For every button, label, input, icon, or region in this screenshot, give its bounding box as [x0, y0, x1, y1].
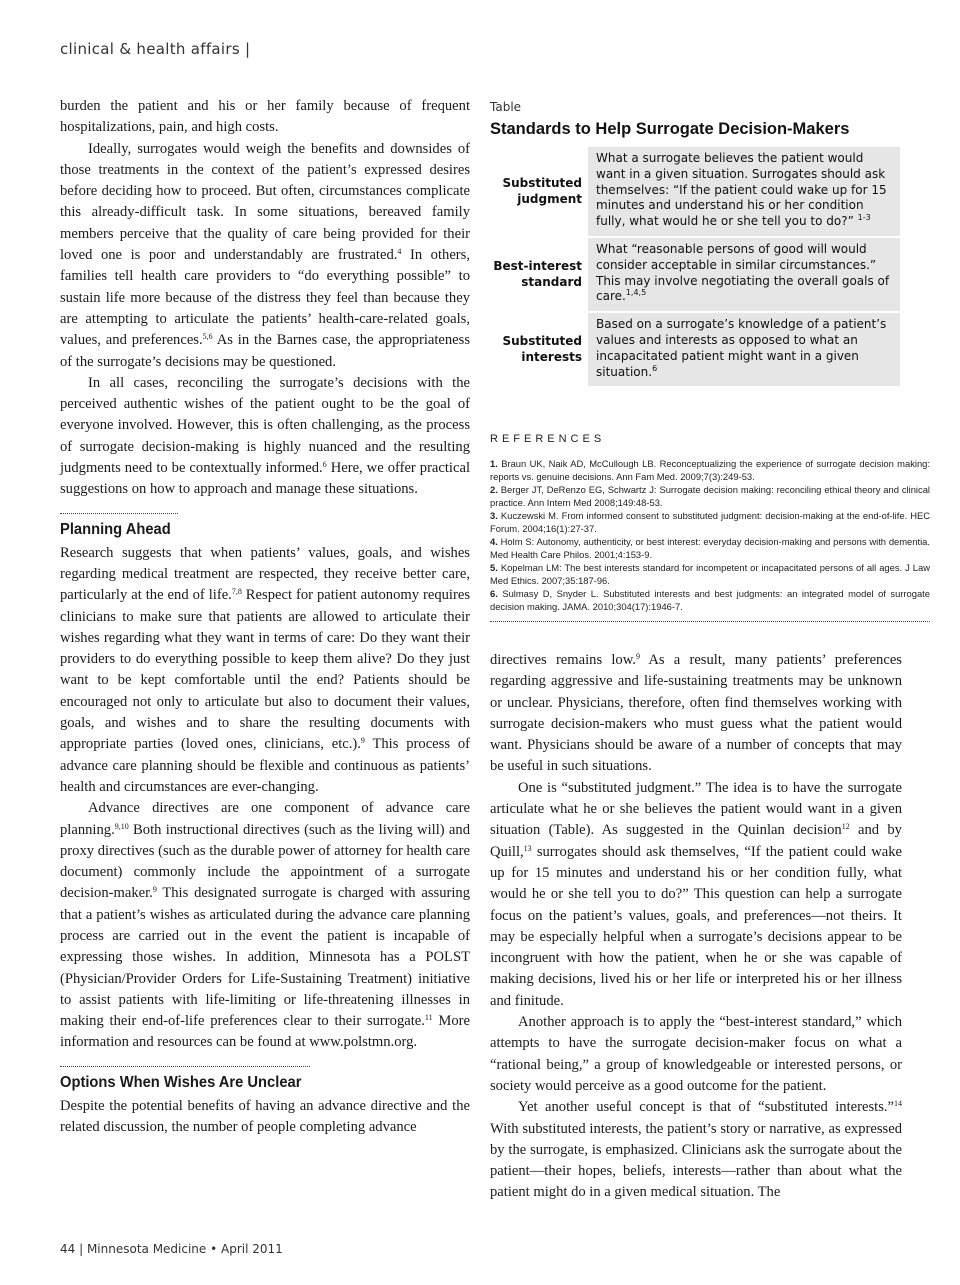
reference-item: 2. Berger JT, DeRenzo EG, Schwartz J: Surrogate decision making: reconciling ethical theory and clinical practice. Ann Intern Med 2008;149:48-53. [490, 484, 930, 508]
paragraph: burden the patient and his or her family because of frequent hospitalizations, pain, and high costs. [60, 98, 470, 136]
section-divider [60, 1066, 310, 1067]
citation: 9,10 [114, 821, 129, 831]
table-term: Best-interest standard [493, 258, 582, 289]
citation: 4 [397, 247, 402, 257]
running-header: clinical & health affairs | [60, 40, 251, 58]
table-term: Substituted interests [502, 333, 582, 364]
paragraph: Advance directives are one component of advance care planning.$^{9,10}$ Both instructional directives (such as the living will) and proxy directives (such as the durable power of attorney for health care document) commonly include the appointment of a surrogate decision-maker.$^9$ This designated surrogate is charged with assuring that a patient’s wishes as articulated during the advance care planning process are carried out in the event the patient is incapable of expressing those wishes. In addition, Minnesota has a POLST (Physician/Provider Orders for Life-Sustaining Treatment) initiative to assist patients with life-limiting or life-threatening illnesses in making their end-of-life preferences clear to their surrogate.$^{11}$ More information and resources can be found at www.polstmn.org. [60, 800, 470, 1051]
citation: 1,4,5 [625, 288, 647, 298]
page-footer: 44 | Minnesota Medicine • April 2011 [60, 1242, 283, 1256]
table-definition: What a surrogate believes the patient would want in a given situation. Surrogates should ask themselves: “If the patient could wake up for 15 minutes and understand his or her condition fully, what would he or she tell you to do?” $^{1-3}$ [588, 147, 900, 237]
paragraph: Yet another useful concept is that of “substituted interests.”$^{14}$ With substituted interests, the patient’s story or narrative, as expressed by the surrogate, is emphasized. Clinicians ask the surrogate about the patient—their hopes, beliefs, interests—rather than about what the patient might do in a given medical situation. The [490, 1099, 902, 1201]
reference-item: 5. Kopelman LM: The best interests standard for incompetent or incapacitated persons of all ages. J Law Med Ethics. 2007;35:187-96. [490, 562, 930, 586]
citation: 11 [424, 1013, 433, 1023]
reference-item: 1. Braun UK, Naik AD, McCullough LB. Reconceptualizing the experience of surrogate decision making: reports vs. genuine decisions. Ann Fam Med. 2009;7(3):249-53. [490, 458, 931, 482]
citation: 13 [523, 843, 532, 853]
standards-table-block [490, 100, 900, 388]
citation: 6 [652, 363, 658, 373]
citation: 1-3 [857, 213, 871, 223]
paragraph: One is “substituted judgment.” The idea is to have the surrogate articulate what he or she believes the patient would want in a given situation (Table). As suggested in the Quinlan decision$^{12}$ and by Quill,$^{13}$ surrogates should ask themselves, “If the patient could wake up for 15 minutes and understand his or her condition fully, what would he or she tell you to do?” This question can help a surrogate focus on the patient’s values, goals, and preferences—not theirs. It may be especially helpful when a surrogate’s decisions appear to be incongruent with how the patient, when he or she was capable of making decisions, lived his or her life or interpreted his or her illness and finitude. [490, 779, 902, 1009]
citation: 5,6 [202, 332, 213, 342]
table-row [490, 147, 900, 237]
section-heading-options: Options When Wishes Are Unclear [60, 1073, 302, 1091]
reference-item: 3. Kuczewski M. From informed consent to substituted judgment: decision-making at the end-of-life. HEC Forum. 2004;16(1):27-37. [490, 510, 930, 534]
left-column [60, 96, 470, 1138]
citation: 9 [360, 736, 365, 746]
paragraph: directives remains low.$^9$ As a result, many patients’ preferences regarding aggressive and life-sustaining treatments may be unknown or unclear. Physicians, therefore, often find themselves working with surrogate decision-makers who must guess what the patient would want. Physicians should be aware of a number of concepts that may be useful in such situations. [490, 652, 902, 775]
section-heading-planning-ahead: Planning Ahead [60, 520, 171, 538]
table-term: Substituted judgment [502, 176, 582, 206]
table-definition: What “reasonable persons of good will would consider acceptable in similar circumstances.” This may involve negotiating the overall goals of care.$^{1,4,5}$ [588, 237, 900, 312]
table-row [490, 237, 900, 312]
paragraph: Despite the potential benefits of having an advance directive and the related discussion, the number of people completing advance [60, 1097, 470, 1136]
citation: 12 [841, 822, 850, 832]
citation: 14 [894, 1099, 902, 1109]
paragraph: In all cases, reconciling the surrogate’s decisions with the perceived authentic wishes of the patient ought to be the goal of everyone involved. However, this is often challenging, as the process of surrogate decision-making is highly nuanced and the resulting judgments need to be contextually informed.$^6$ Here, we offer practical suggestions on how to approach and manage these situations. [60, 374, 470, 498]
paragraph: Another approach is to apply the “best-interest standard,” which attempts to have the surrogate decision-maker focus on what a “rational being,” a group of knowledgeable or interested persons, or society would perceive as a good outcome for the patient. [490, 1014, 902, 1094]
standards-table [490, 147, 900, 388]
section-divider [60, 513, 178, 514]
citation: 6 [322, 460, 327, 470]
references-heading: REFERENCES [490, 433, 606, 445]
table-definition: Based on a surrogate’s knowledge of a patient’s values and interests as opposed to what an incapacitated patient might want in a given situation.$^6$ [588, 312, 900, 387]
reference-item: 6. Sulmasy D, Snyder L. Substituted interests and best judgments: an integrated model of surrogate decision making. JAMA. 2010;304(17):1946-7. [490, 588, 930, 612]
citation: 7,8 [231, 587, 242, 597]
citation: 9 [152, 885, 157, 895]
right-column-body [490, 650, 902, 1204]
reference-item: 4. Holm S: Autonomy, authenticity, or best interest: everyday decision-making and persons with dementia. Med Health Care Philos. 2001;4:153-9. [490, 536, 930, 560]
citation: 9 [635, 652, 640, 661]
references-divider [490, 621, 930, 622]
paragraph: Ideally, surrogates would weigh the benefits and downsides of those treatments in the context of the patient’s expressed desires before deciding how to proceed. But often, circumstances complicate this already-difficult task. In some situations, bereaved family members perceive that the quality of care being provided for their loved one is poor and understandably are frustrated.$^4$ In others, families tell health care providers to “do everything possible” to sustain life more because of the distress they feel than because they are attempting to articulate the patients’ health-care-related goals, values, and preferences.$^{5,6}$ As in the Barnes case, the appropriateness of the surrogate’s decisions may be questioned. [60, 140, 471, 370]
table-title: Standards to Help Surrogate Decision-Makers [490, 120, 850, 138]
table-label: Table [490, 100, 522, 114]
table-row [490, 312, 900, 387]
paragraph: Research suggests that when patients’ values, goals, and wishes regarding medical treatment are respected, they receive better care, particularly at the end of life.$^{7,8}$ Respect for patient autonomy requires clinicians to make sure that patients are allowed to articulate their wishes regarding what they want in terms of care: Do they want their providers to do everything possible to keep them alive? Do they just want to be kept comfortable until the end? Patients should be encouraged not only to articulate but also to document their values, goals, and wishes and to share the resulting documents with appropriate parties (loved ones, clinicians, etc.).$^9$ This process of advance care planning should be flexible and continuous as patients’ health and circumstances are ever-changing. [60, 544, 470, 795]
references-section [490, 433, 930, 622]
